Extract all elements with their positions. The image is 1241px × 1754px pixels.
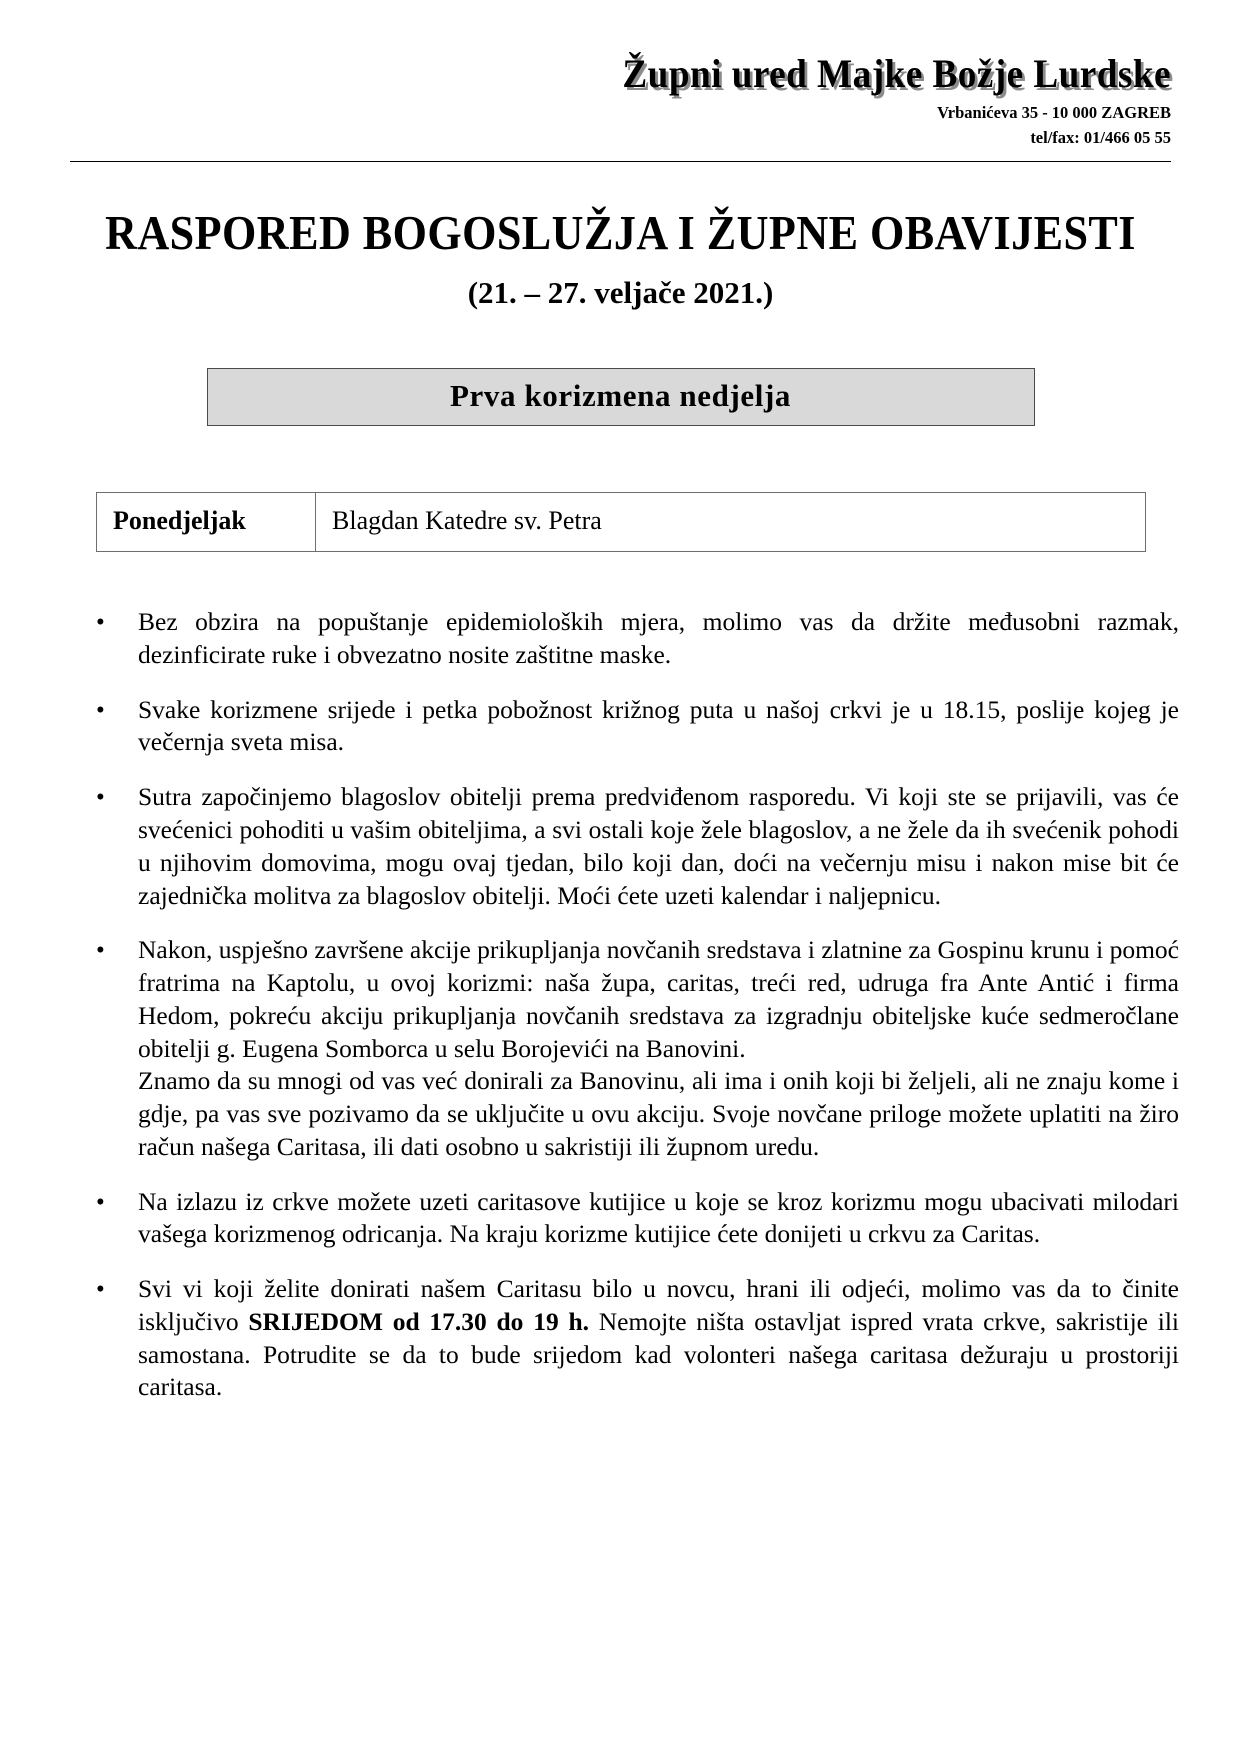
bullet-icon: • — [96, 784, 105, 812]
notice-text — [138, 606, 1179, 672]
notice-text — [138, 1273, 1179, 1404]
bullet-icon: • — [96, 696, 105, 724]
letterhead — [0, 0, 1241, 162]
notice-run: Bez obzira na popuštanje epidemioloških mjera, molimo vas da držite međusobni razmak, dezinficirate ruke i obvezatno nosite zaštitne maske. — [138, 607, 1179, 669]
notice-paragraph — [138, 1065, 1179, 1163]
bullet-icon: • — [96, 609, 105, 637]
notice-run: Svi vi koji želite donirati našem Caritasu bilo u novcu, hrani ili odjeći, molimo vas da to činite isključivo — [138, 1274, 1179, 1336]
notice-paragraph — [138, 1273, 1179, 1404]
parish-address: Vrbanićeva 35 - 10 000 ZAGREB — [937, 102, 1171, 122]
parish-phone: tel/fax: 01/466 05 55 — [1030, 127, 1171, 147]
notice-paragraph — [138, 1186, 1179, 1252]
list-item — [96, 934, 1179, 1163]
notice-paragraph — [138, 934, 1179, 1065]
notice-text — [138, 781, 1179, 912]
list-item — [96, 606, 1179, 672]
schedule-description-cell: Blagdan Katedre sv. Petra — [316, 492, 1146, 552]
sunday-banner — [207, 368, 1035, 426]
list-item — [96, 1273, 1179, 1404]
notice-run: Znamo da su mnogi od vas već donirali za Banovinu, ali ima i onih koji bi željeli, ali ne znaju kome i gdje, pa vas sve pozivamo da se uključite u ovu akciju. Svoje novčane priloge možete uplatiti na žiro račun našega Caritasa, ili dati osobno u sakristiji ili župnom uredu. — [138, 1066, 1179, 1161]
notice-emphasis: SRIJEDOM od 17.30 do 19 h. — [248, 1306, 589, 1336]
schedule-table-container — [0, 492, 1241, 553]
letterhead-divider — [70, 161, 1171, 162]
list-item — [96, 694, 1179, 760]
notice-paragraph — [138, 694, 1179, 760]
bullet-icon: • — [96, 1276, 105, 1304]
sunday-banner-label: Prva korizmena nedjelja — [450, 377, 791, 413]
date-range: (21. – 27. veljače 2021.) — [467, 274, 774, 310]
notice-text — [138, 1186, 1179, 1252]
notices-list — [0, 606, 1241, 1404]
notice-run: Svake korizmene srijede i petka pobožnost križnog puta u našoj crkvi je u 18.15, poslije kojeg je večernja sveta misa. — [138, 694, 1179, 757]
page-title: RASPORED BOGOSLUŽJA I ŽUPNE OBAVIJESTI — [105, 204, 1136, 260]
table-row — [97, 492, 1146, 552]
banner-container — [0, 368, 1241, 426]
notice-run: Nemojte ništa ostavljat ispred vrata crkve, sakristije ili samostana. Potrudite se da to bude srijedom kad volonteri našega caritasa dežuraju u prostoriji caritasa. — [138, 1306, 1179, 1402]
notice-run: Na izlazu iz crkve možete uzeti caritasove kutijice u koje se kroz korizmu mogu ubacivati milodari vašega korizmenog odricanja. Na kraju korizme kutijice ćete donijeti u crkvu za Caritas. — [138, 1186, 1179, 1249]
notice-text — [138, 694, 1179, 760]
bullet-icon: • — [96, 937, 105, 965]
parish-office-title: Župni ured Majke Božje Lurdske — [622, 51, 1171, 96]
list-item — [96, 1186, 1179, 1252]
bullet-icon: • — [96, 1188, 105, 1216]
schedule-table — [96, 492, 1146, 553]
list-item — [96, 781, 1179, 912]
notice-paragraph — [138, 606, 1179, 672]
notice-run: Nakon, uspješno završene akcije prikupljanja novčanih sredstava i zlatnine za Gospinu krunu i pomoć fratrima na Kaptolu, u ovoj korizmi: naša župa, caritas, treći red, udruga fra Ante Antić i firma Hedom, pokreću akciju prikupljanja novčanih sredstava za izgradnju obiteljske kuće sedmeročlane obitelji g. Eugena Somborca u selu Borojevići na Banovini. — [138, 935, 1179, 1063]
notice-run: Sutra započinjemo blagoslov obitelji prema predviđenom rasporedu. Vi koji ste se prijavili, vas će svećenici pohoditi u vašim obiteljima, a svi ostali koje žele blagoslov, a ne žele da ih svećenik pohodi u njihovim domovima, mogu ovaj tjedan, bilo koji dan, doći na večernju misu i nakon mise bit će zajednička molitva za blagoslov obitelji. Moći ćete uzeti kalendar i naljepnicu. — [138, 782, 1179, 910]
notice-paragraph — [138, 781, 1179, 912]
schedule-day-cell: Ponedjeljak — [97, 492, 316, 552]
notice-text — [138, 934, 1179, 1163]
schedule-table-body — [97, 492, 1146, 552]
